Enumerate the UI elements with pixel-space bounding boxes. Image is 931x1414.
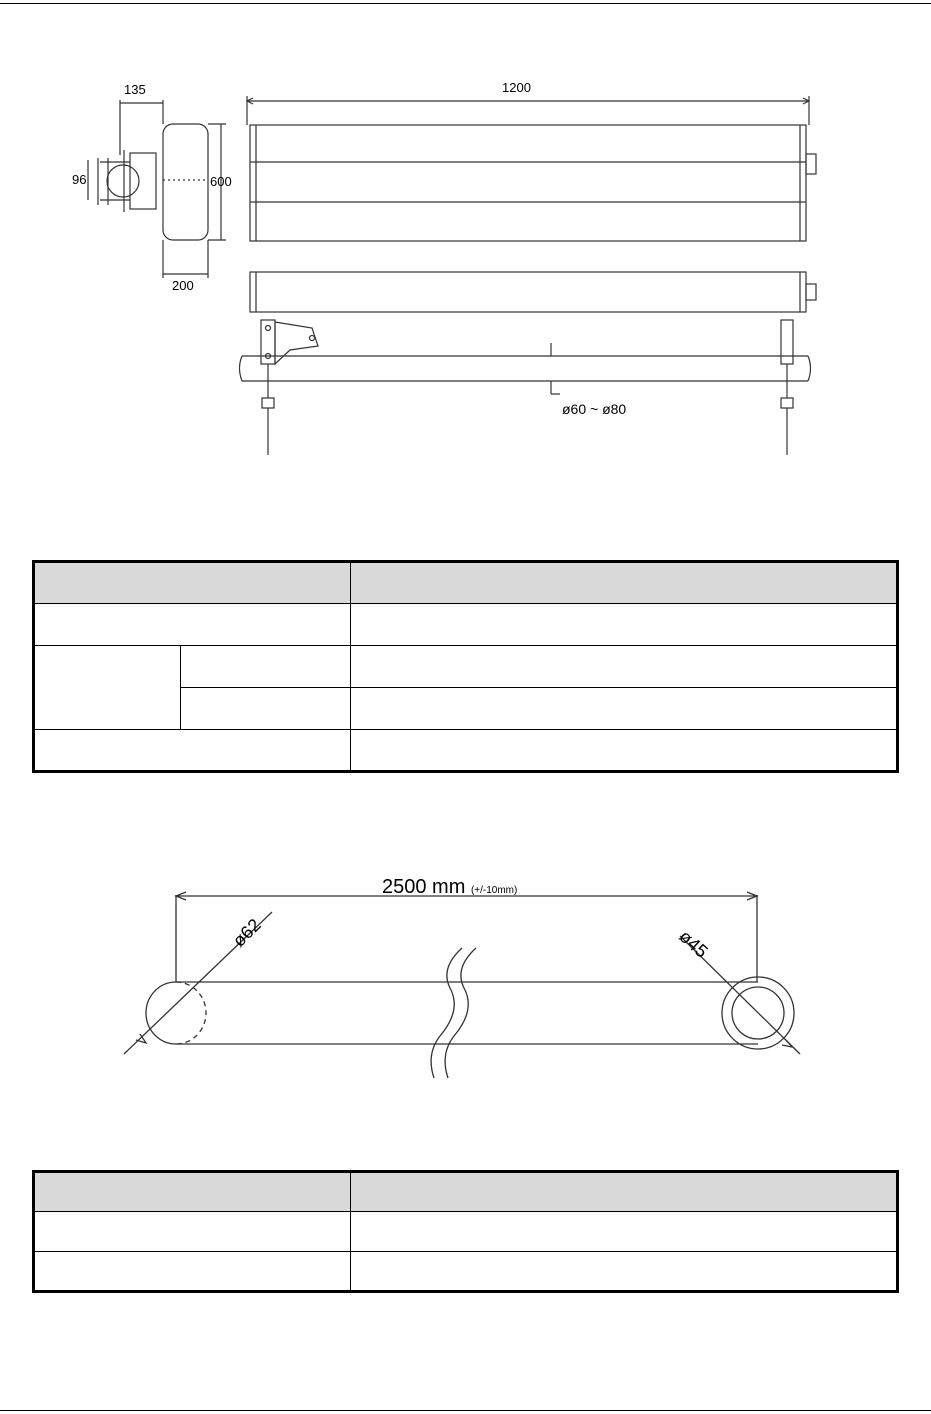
outer-diameter-label: ø62	[228, 914, 265, 951]
spec-table-1	[32, 560, 899, 773]
table-header-cell	[351, 1172, 898, 1212]
dim-label-200: 200	[172, 278, 194, 293]
table-header-cell	[351, 562, 898, 604]
table-row	[34, 1252, 898, 1292]
footer-rule	[0, 1410, 931, 1411]
dim-label-pipe: ø60 ~ ø80	[562, 401, 627, 417]
table-row	[34, 646, 898, 688]
table-cell	[351, 604, 898, 646]
spec-table-2	[32, 1170, 899, 1293]
dim-label-1200: 1200	[502, 80, 531, 95]
table-cell	[34, 604, 351, 646]
dim-label-600: 600	[210, 174, 232, 189]
antenna-mount-drawing	[60, 70, 840, 470]
table-row	[34, 1212, 898, 1252]
dim-label-135: 135	[124, 82, 146, 97]
header-rule	[0, 3, 931, 4]
table-cell	[351, 1252, 898, 1292]
table-cell	[34, 646, 181, 730]
table-header-row	[34, 1172, 898, 1212]
table-header-cell	[34, 562, 351, 604]
pipe-length-label	[382, 876, 517, 898]
pipe-length-tolerance: (+/-10mm)	[470, 885, 518, 896]
pipe-drawing	[110, 860, 810, 1080]
table-cell	[351, 730, 898, 772]
table-header-row	[34, 562, 898, 604]
table-cell	[34, 730, 351, 772]
table-cell	[351, 1212, 898, 1252]
table-row	[34, 730, 898, 772]
table-cell	[351, 688, 898, 730]
dim-label-96: 96	[72, 172, 87, 187]
table-cell	[181, 646, 351, 688]
table-cell	[351, 646, 898, 688]
table-cell	[34, 1252, 351, 1292]
table-cell	[34, 1212, 351, 1252]
table-cell	[181, 688, 351, 730]
table-row	[34, 604, 898, 646]
inner-diameter-label: ø45	[675, 926, 712, 962]
table-header-cell	[34, 1172, 351, 1212]
pipe-length-main: 2500 mm	[382, 876, 466, 898]
